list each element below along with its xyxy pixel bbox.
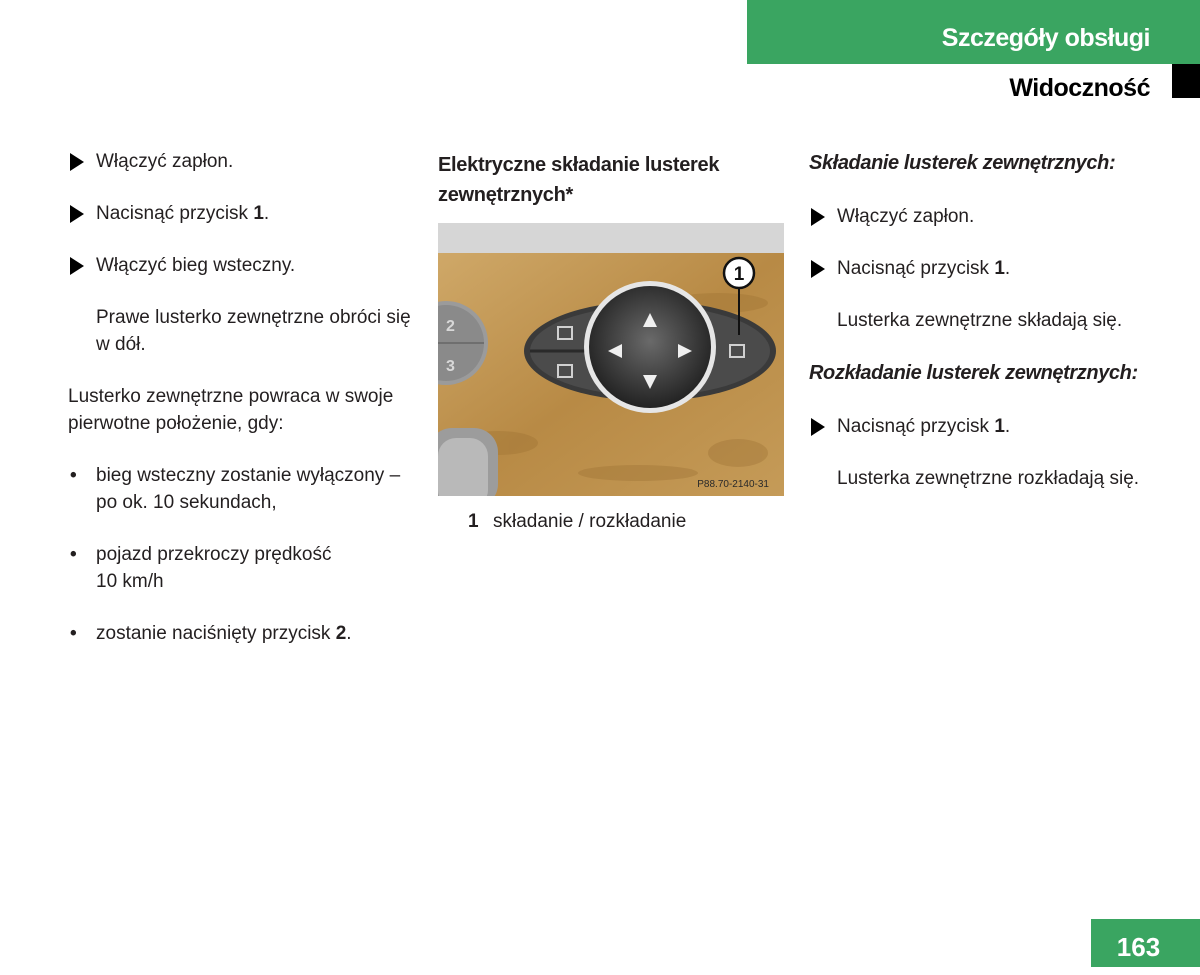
column-middle: [438, 150, 788, 210]
callout-1-marker: [724, 258, 754, 288]
paragraph-mirror-returns: Lusterko zewnętrzne powraca w swoje pierwotne położenie, gdy:: [68, 386, 394, 434]
image-caption: 1 składanie / rozkładanie: [468, 511, 687, 532]
button-3-label: 3: [446, 358, 455, 375]
step-reverse-gear: Włączyć bieg wsteczny.: [68, 252, 418, 279]
note-mirror-tilts: Prawe lusterko zewnętrzne obróci się w dół.: [96, 307, 411, 355]
heading-folding-mirrors: Składanie lusterek zewnętrznych:: [809, 152, 1116, 174]
bullet-dot-icon: •: [70, 465, 77, 486]
arrow-bullet-icon: [70, 257, 84, 275]
arrow-bullet-icon: [70, 205, 84, 223]
section-tab-marker: [1172, 64, 1200, 98]
fold-step-ignition: Włączyć zapłon.: [809, 203, 1179, 230]
step-ignition-on: Włączyć zapłon.: [68, 148, 418, 175]
heading-electric-folding: Elektryczne składanie lusterek zewnętrznych*: [438, 154, 720, 206]
column-left: [68, 148, 418, 647]
image-code: P88.70-2140-31: [697, 479, 769, 490]
step-press-button-1: Nacisnąć przycisk 1.: [68, 200, 418, 227]
arrow-bullet-icon: [811, 418, 825, 436]
chapter-header: [747, 0, 1200, 64]
arrow-bullet-icon: [811, 208, 825, 226]
fold-result: Lusterka zewnętrzne składają się.: [837, 310, 1123, 331]
bullet-speed-exceeded: • pojazd przekroczy prędkość 10 km/h: [68, 541, 418, 595]
unfold-step-press-1: Nacisnąć przycisk 1.: [809, 413, 1179, 440]
unfold-result: Lusterka zewnętrzne rozkładają się.: [837, 468, 1140, 489]
bullet-reverse-off: • bieg wsteczny zostanie wyłączony – po ok. 10 sekundach,: [68, 462, 418, 516]
chapter-title: Szczegóły obsługi: [941, 24, 1150, 52]
arrow-bullet-icon: [70, 153, 84, 171]
bullet-button-2-pressed: • zostanie naciśnięty przycisk 2.: [68, 620, 418, 647]
section-title: Widoczność: [1009, 74, 1150, 102]
bullet-dot-icon: •: [70, 544, 77, 565]
mirror-control-photo: [438, 223, 784, 496]
svg-text:1: 1: [733, 264, 745, 285]
heading-unfolding-mirrors: Rozkładanie lusterek zewnętrznych:: [809, 362, 1138, 384]
arrow-bullet-icon: [811, 260, 825, 278]
fold-step-press-1: Nacisnąć przycisk 1.: [809, 255, 1179, 282]
bullet-dot-icon: •: [70, 623, 77, 644]
button-2-label: 2: [446, 318, 455, 335]
page-number: 163: [1091, 919, 1200, 967]
column-right: [809, 150, 1179, 492]
